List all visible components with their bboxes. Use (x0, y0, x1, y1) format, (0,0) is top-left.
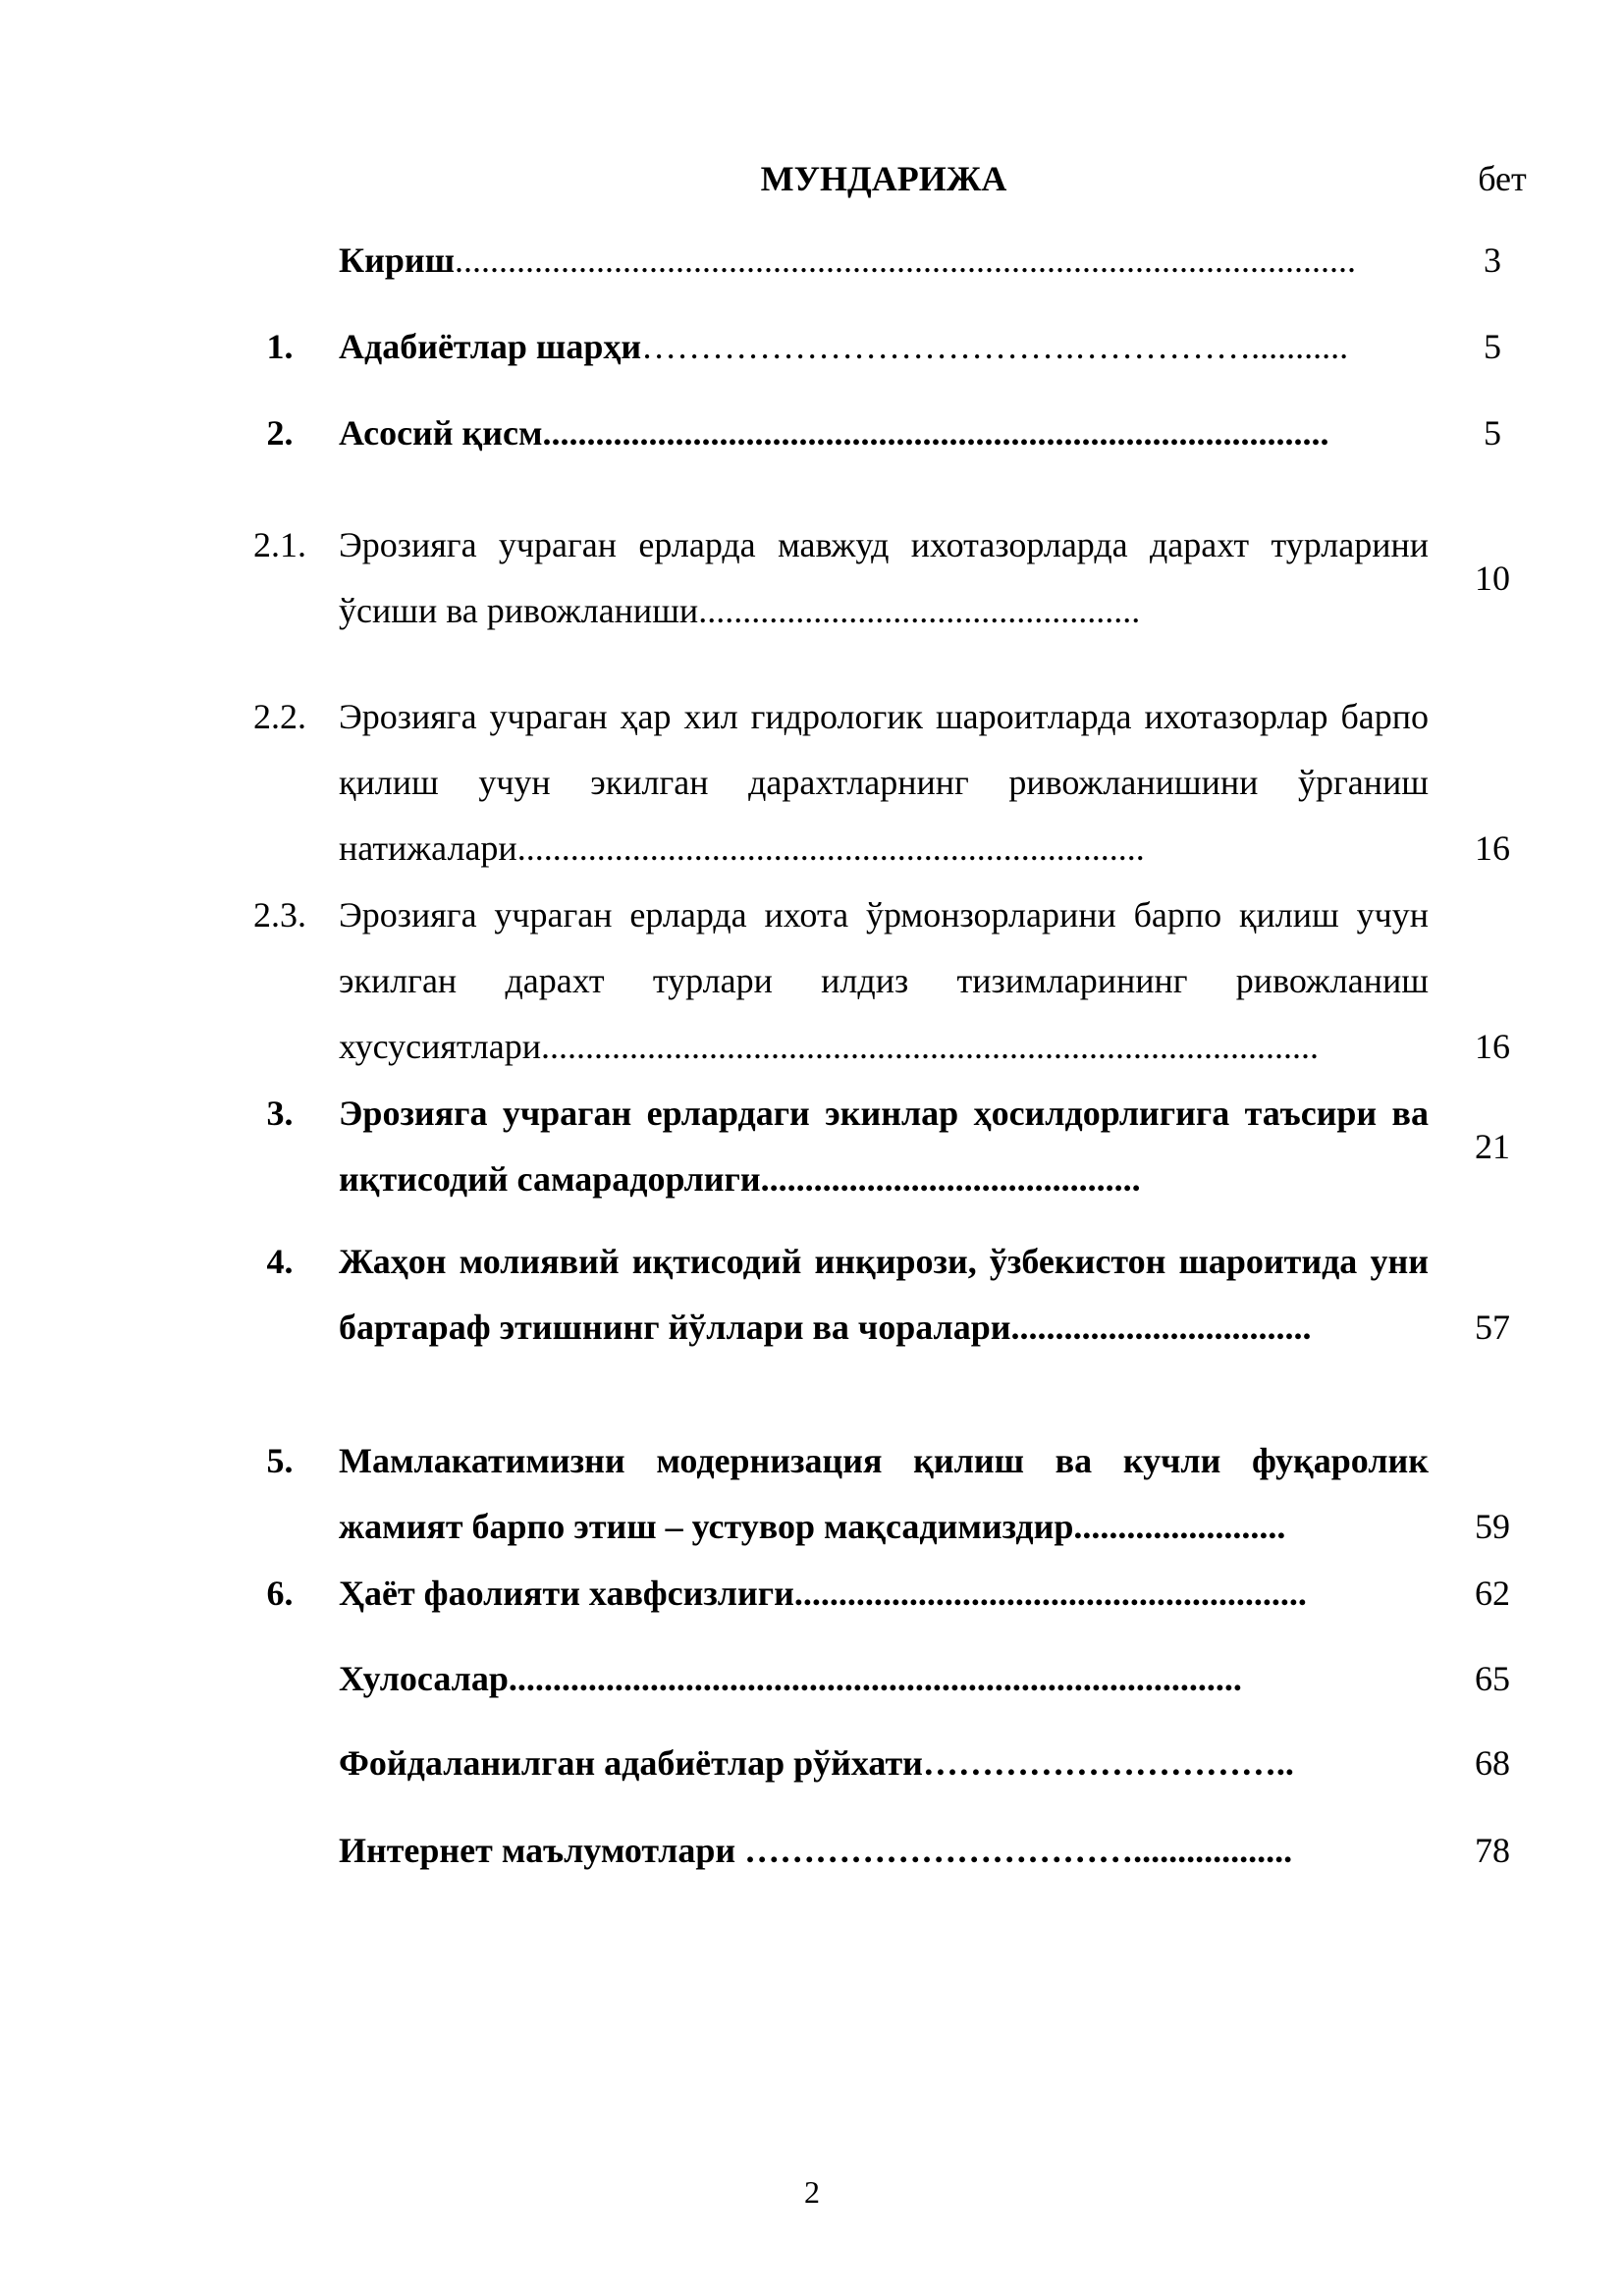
toc-entry-page: 5 (1484, 413, 1501, 453)
toc-entry-text (339, 314, 1429, 380)
toc-entry-number: 5. (266, 1441, 294, 1480)
toc-entry-text: Асосий қисм......................................................................................... (339, 413, 1329, 453)
toc-entry-page: 65 (1475, 1659, 1510, 1698)
toc-entry-page: 68 (1475, 1743, 1510, 1783)
toc-entry-number: 6. (266, 1574, 294, 1613)
toc-title: МУНДАРИЖА (760, 159, 1007, 198)
toc-entry-number: 1. (266, 327, 294, 366)
page-column-label: бет (1478, 159, 1527, 198)
toc-entry-text: Интернет маълумотлари …………………………….................. (339, 1831, 1293, 1870)
toc-entry-leader: ……………………………….……………........... (641, 327, 1349, 366)
toc-entry-page: 78 (1475, 1831, 1510, 1870)
toc-entry-page: 21 (1475, 1127, 1510, 1166)
toc-entry-text: Эрозияга учраган ерлардаги экинлар ҳосилдорлигига таъсири ва иқтисодий самарадорлиги........................................... (339, 1094, 1429, 1199)
toc-entry-page: 59 (1475, 1507, 1510, 1546)
toc-entry-page: 16 (1475, 1027, 1510, 1066)
toc-entry-page: 57 (1475, 1308, 1510, 1347)
toc-entry-number: 2. (266, 413, 294, 453)
toc-entry-text (339, 228, 1429, 294)
toc-entry-title: Кириш (339, 240, 456, 280)
toc-entry-text: Мамлакатимизни модернизация қилиш ва кучли фуқаролик жамият барпо этиш – устувор мақсадимиздир........................ (339, 1441, 1429, 1546)
toc-entry-text: Ҳаёт фаолияти хавфсизлиги.......................................................... (339, 1574, 1307, 1613)
toc-entry-text: Хулосалар................................................................................... (339, 1659, 1242, 1698)
page-number-footer: 2 (804, 2174, 820, 2210)
toc-entry-number: 2.1. (253, 525, 306, 564)
toc-entry-text: Фойдаланилган адабиётлар рўйхати………………………….. (339, 1743, 1294, 1783)
toc-entry-title: Адабиётлар шарҳи (339, 327, 642, 366)
toc-entry-page: 3 (1484, 240, 1501, 280)
toc-entry-number: 3. (266, 1094, 294, 1133)
toc-entry-page: 5 (1484, 327, 1501, 366)
toc-entry-text: Эрозияга учраган ерларда мавжуд ихотазорларда дарахт турларини ўсиши ва ривожланиши.................................................. (339, 525, 1429, 630)
toc-entry-number: 2.2. (253, 697, 306, 736)
toc-entry-leader: ...................................................................................................... (455, 240, 1357, 280)
toc-entry-number: 4. (266, 1242, 294, 1281)
toc-entry-page: 62 (1475, 1574, 1510, 1613)
toc-entry-text: Эрозияга учраган ҳар хил гидрологик шароитларда ихотазорлар барпо қилиш учун экилган дарахтларнинг ривожланишини ўрганиш натижалари....................................................................... (339, 697, 1429, 868)
toc-entry-page: 10 (1475, 559, 1510, 598)
toc-entry-page: 16 (1475, 828, 1510, 868)
toc-entry-number: 2.3. (253, 895, 306, 934)
toc-entry-text: Жаҳон молиявий иқтисодий инқирози, ўзбекистон шароитида уни бартараф этишнинг йўллари ва чоралари.................................. (339, 1242, 1429, 1347)
toc-entry-text: Эрозияга учраган ерларда ихота ўрмонзорларини барпо қилиш учун экилган дарахт турлари илдиз тизимларининг ривожланиш хусусиятлари........................................................................................ (339, 895, 1429, 1066)
